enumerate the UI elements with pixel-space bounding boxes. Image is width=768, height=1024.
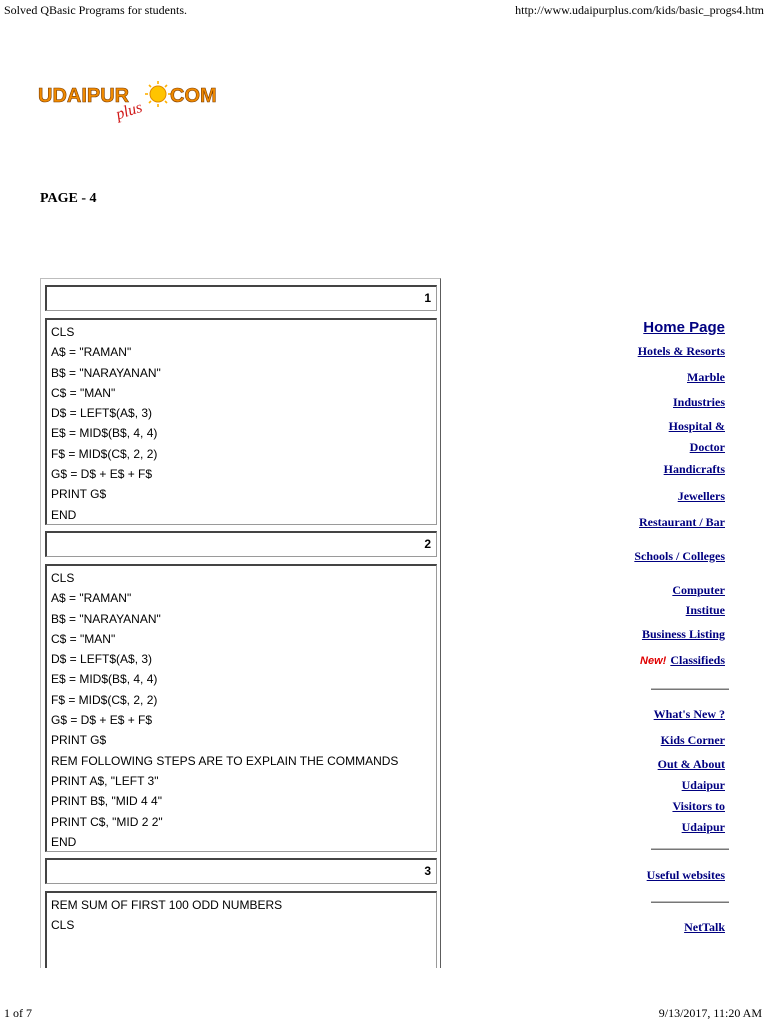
code-line: F$ = MID$(C$, 2, 2) [51,446,158,461]
udaipurplus-logo[interactable] [38,72,218,128]
code-line: PRINT B$, "MID 4 4" [51,794,162,809]
code-line: C$ = "MAN" [51,385,116,400]
code-line: PRINT C$, "MID 2 2" [51,814,163,829]
code-line: END [51,507,77,522]
print-header-url: http://www.udaipurplus.com/kids/basic_progs4.htm [515,3,764,17]
nav-home-link[interactable]: Home Page [643,319,725,336]
nav-divider [651,848,729,850]
program-code-2 [45,564,437,852]
nav-useful-websites-link[interactable]: Useful websites [646,868,725,882]
code-line: PRINT G$ [51,733,107,748]
nav-marble-link[interactable]: Marble [687,370,725,384]
code-line: PRINT A$, "LEFT 3" [51,773,159,788]
page-heading: PAGE - 4 [40,191,97,206]
programs-table [40,278,441,968]
logo-com-text: COM [170,85,217,107]
nav-hospital-link[interactable]: Hospital & [668,419,725,433]
nav-restaurant-link[interactable]: Restaurant / Bar [639,515,725,529]
code-line: A$ = "RAMAN" [51,345,132,360]
print-footer-page: 1 of 7 [4,1006,32,1020]
code-line: A$ = "RAMAN" [51,591,132,606]
code-line: B$ = "NARAYANAN" [51,365,161,380]
nav-jewellers-link[interactable]: Jewellers [677,489,725,503]
nav-doctor-link[interactable]: Doctor [689,440,725,454]
nav-divider [651,901,729,903]
new-badge: New! [640,655,667,667]
code-line: G$ = D$ + E$ + F$ [51,713,153,728]
program-code-1 [45,318,437,525]
program-number-1: 1 [45,285,437,311]
nav-out-about-udaipur-link[interactable]: Udaipur [681,778,725,792]
print-footer-datetime: 9/13/2017, 11:20 AM [658,1006,762,1020]
code-line: D$ = LEFT$(A$, 3) [51,406,153,421]
nav-classifieds-link[interactable]: Classifieds [670,653,725,667]
code-line: E$ = MID$(B$, 4, 4) [51,672,158,687]
code-line: REM FOLLOWING STEPS ARE TO EXPLAIN THE COMMANDS [51,753,399,768]
code-line: PRINT G$ [51,487,107,502]
code-line: C$ = "MAN" [51,631,116,646]
code-line: E$ = MID$(B$, 4, 4) [51,426,158,441]
nav-computer-link[interactable]: Computer [672,583,725,597]
nav-divider [651,688,729,690]
logo-plus-text: plus [113,98,145,124]
code-line: F$ = MID$(C$, 2, 2) [51,692,158,707]
nav-kids-corner-link[interactable]: Kids Corner [660,733,725,747]
nav-schools-link[interactable]: Schools / Colleges [634,549,725,563]
nav-industries-link[interactable]: Industries [672,395,725,409]
sun-icon [145,81,171,107]
nav-hotels-link[interactable]: Hotels & Resorts [637,344,725,358]
nav-business-link[interactable]: Business Listing [641,627,725,641]
code-line: CLS [51,325,75,339]
nav-nettalk-link[interactable]: NetTalk [684,920,725,934]
code-line: D$ = LEFT$(A$, 3) [51,652,153,667]
code-line: END [51,834,77,849]
logo-udaipur-text: UDAIPUR [38,85,130,107]
code-line: CLS [51,571,75,585]
nav-handicrafts-link[interactable]: Handicrafts [663,462,725,476]
print-header-title: Solved QBasic Programs for students. [4,3,187,17]
code-line: REM SUM OF FIRST 100 ODD NUMBERS [51,898,283,912]
program-number-3: 3 [45,858,437,884]
nav-institue-link[interactable]: Institue [685,603,725,617]
nav-visitors-link[interactable]: Visitors to [672,799,725,813]
logo-graphic [38,72,218,128]
nav-visitors-udaipur-link[interactable]: Udaipur [681,820,725,834]
program-code-3 [45,891,437,968]
program-number-2: 2 [45,531,437,557]
nav-whats-new-link[interactable]: What's New ? [653,707,725,721]
code-line: B$ = "NARAYANAN" [51,611,161,626]
nav-out-about-link[interactable]: Out & About [657,757,725,771]
code-line: CLS [51,918,75,933]
code-line: G$ = D$ + E$ + F$ [51,467,153,482]
